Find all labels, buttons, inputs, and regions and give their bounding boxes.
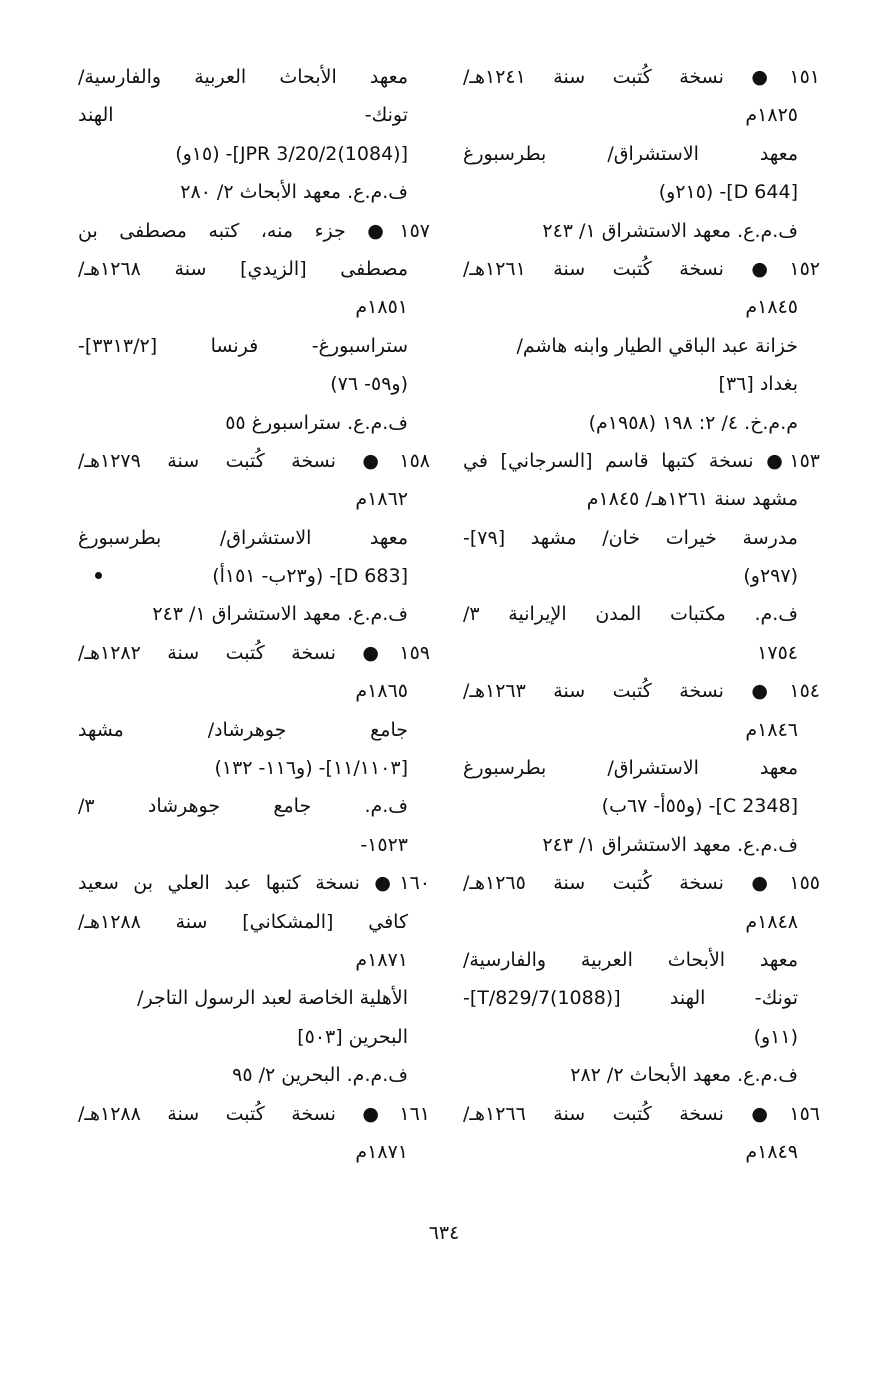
left-column-line: ف.م. جامع جوهرشاد ٣/ xyxy=(78,795,408,818)
left-column-line: جامع جوهرشاد/ مشهد xyxy=(78,718,408,741)
left-column-line: [JPR 3/20/2(1084)]- (١٥و) xyxy=(175,142,408,165)
right-column-line: ف.م. مكتبات المدن الإيرانية ٣/ xyxy=(463,603,798,626)
left-column-line: مصطفى [الزيدي] سنة ١٢٦٨هـ/ xyxy=(78,257,408,280)
right-column-line: معهد الأبحاث العربية والفارسية/ xyxy=(463,948,798,971)
left-column-line: ١٨٦٥م xyxy=(355,680,408,703)
left-column-line: معهد الأبحاث العربية والفارسية/ xyxy=(78,66,408,88)
right-column-line: م.م.خ. ٤/ ٢: ١٩٨ (١٩٥٨م) xyxy=(588,411,798,434)
page-number: ٦٣٤ xyxy=(428,1222,460,1244)
left-column-line: [١١/١١٠٣]- (و١١٦- ١٣٢) xyxy=(214,757,408,780)
left-column-line: ف.م.ع. معهد الاستشراق ١/ ٢٤٣ xyxy=(152,603,408,626)
right-column-line: (٢٩٧و) xyxy=(743,565,798,588)
left-column-line: ١٥٢٣- xyxy=(360,833,408,856)
left-column-line: ستراسبورغ- فرنسا [٣٣١٣/٢]- xyxy=(78,334,408,357)
right-column-line: ١٨٤٦م xyxy=(745,718,798,741)
left-column-line: ١٥٧● جزء منه، كتبه مصطفى بن xyxy=(78,219,430,242)
left-column-line: البحرين [٥٠٣] xyxy=(297,1025,408,1048)
right-column-line: ١٥٥● نسخة كُتبت سنة ١٢٦٥هـ/ xyxy=(463,872,820,895)
right-column-line: معهد الاستشراق/ بطرسبورغ xyxy=(463,757,798,780)
right-column-line: ١٧٥٤ xyxy=(757,641,798,664)
right-column-line: ١٨٢٥م xyxy=(745,104,798,127)
right-column-line: [C 2348]- (و٥٥أ- ٦٧ب) xyxy=(601,795,798,818)
left-column-line: ف.م.ع. معهد الأبحاث ٢/ ٢٨٠ xyxy=(180,181,408,204)
left-column-line: ١٨٦٢م xyxy=(355,488,408,511)
right-column-line: ١٨٤٨م xyxy=(745,910,798,933)
right-column-line: ١٥١● نسخة كُتبت سنة ١٢٤١هـ/ xyxy=(463,66,820,88)
right-column-line: ١٥٣● نسخة كتبها قاسم [السرجاني] في xyxy=(463,449,820,472)
right-column-line: [D 644]- (٢١٥و) xyxy=(658,181,798,204)
right-column-line: ١٥٦● نسخة كُتبت سنة ١٢٦٦هـ/ xyxy=(463,1102,820,1125)
left-column-line: ف.م.ع. ستراسبورغ ٥٥ xyxy=(225,411,408,434)
right-column-line: ١٨٤٥م xyxy=(745,296,798,319)
stray-ink-dot xyxy=(95,572,102,579)
right-column-line: مشهد سنة ١٢٦١هـ/ ١٨٤٥م xyxy=(586,488,798,511)
right-column-line: ١٥٢● نسخة كُتبت سنة ١٢٦١هـ/ xyxy=(463,257,820,280)
left-column-line: ١٦٠● نسخة كتبها عبد العلي بن سعيد xyxy=(78,872,430,895)
right-column-line: ف.م.ع. معهد الاستشراق ١/ ٢٤٣ xyxy=(542,833,798,856)
left-column-line: ١٦١● نسخة كُتبت سنة ١٢٨٨هـ/ xyxy=(78,1102,430,1125)
left-column-line: معهد الاستشراق/ بطرسبورغ xyxy=(78,526,408,549)
right-column-line: (١١و) xyxy=(753,1025,798,1048)
left-column-line: ١٨٥١م xyxy=(355,296,408,319)
left-column-line: ١٨٧١م xyxy=(355,1140,408,1163)
right-column xyxy=(463,58,820,1171)
left-column-line: ١٨٧١م xyxy=(355,948,408,971)
right-column-line: خزانة عبد الباقي الطيار وابنه هاشم/ xyxy=(516,334,798,357)
left-column-line: ١٥٨● نسخة كُتبت سنة ١٢٧٩هـ/ xyxy=(78,449,430,472)
left-column-line: ف.م.م. البحرين ٢/ ٩٥ xyxy=(232,1064,408,1087)
left-column-line: تونك- الهند xyxy=(78,104,408,127)
right-column-line: ١٥٤● نسخة كُتبت سنة ١٢٦٣هـ/ xyxy=(463,680,820,703)
right-column-line: مدرسة خيرات خان/ مشهد [٧٩]- xyxy=(463,526,798,549)
left-column xyxy=(78,58,430,1171)
left-column-line: كافي [المشكاني] سنة ١٢٨٨هـ/ xyxy=(78,910,408,933)
left-column-line: (و٥٩- ٧٦) xyxy=(330,373,408,396)
left-column-line: الأهلية الخاصة لعبد الرسول التاجر/ xyxy=(137,987,408,1010)
right-column-line: ف.م.ع. معهد الأبحاث ٢/ ٢٨٢ xyxy=(570,1064,798,1087)
right-column-line: ١٨٤٩م xyxy=(745,1140,798,1163)
left-column-line: ١٥٩● نسخة كُتبت سنة ١٢٨٢هـ/ xyxy=(78,641,430,664)
left-column-line: [D 683]- (و٢٣ب- ١٥١أ) xyxy=(212,565,408,588)
right-column-line: تونك- الهند [T/829/7(1088)]- xyxy=(463,987,798,1010)
right-column-line: معهد الاستشراق/ بطرسبورغ xyxy=(463,142,798,165)
right-column-line: ف.م.ع. معهد الاستشراق ١/ ٢٤٣ xyxy=(542,219,798,242)
right-column-line: بغداد [٣٦] xyxy=(718,373,798,396)
